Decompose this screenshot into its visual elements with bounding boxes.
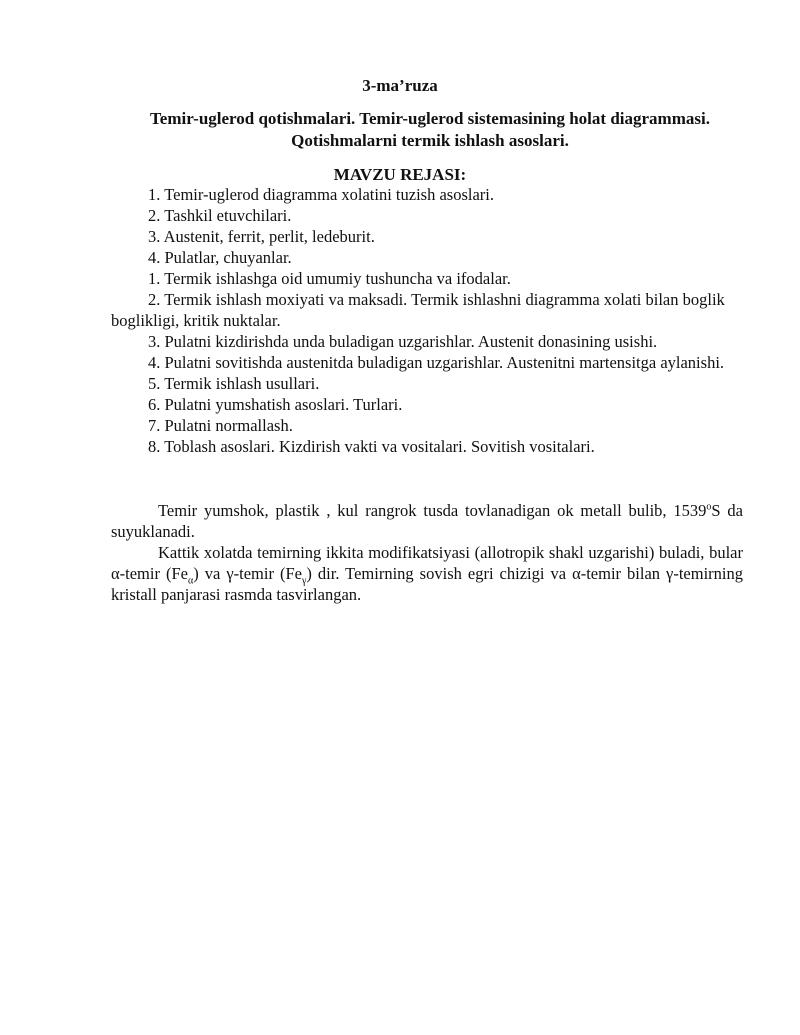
- plan-item: 8. Toblash asoslari. Kizdirish vakti va vositalari. Sovitish vositalari.: [148, 437, 595, 456]
- plan-item: 2. Tashkil etuvchilari.: [148, 206, 292, 225]
- paragraph-iron-properties: [111, 500, 743, 542]
- paragraph-1-text-after: S da suyuklanadi.: [111, 501, 743, 541]
- plan-item: 1. Temir-uglerod diagramma xolatini tuzish asoslari.: [148, 185, 495, 204]
- plan-heading: MAVZU REJASI:: [333, 165, 467, 184]
- plan-item: 4. Pulatlar, chuyanlar.: [148, 248, 292, 267]
- body-text: [111, 500, 743, 605]
- plan-item: 7. Pulatni normallash.: [148, 416, 293, 435]
- plan-item: 4. Pulatni sovitishda austenitda buladigan uzgarishlar. Austenitni martensitga aylanishi.: [148, 353, 725, 372]
- title-line-2: Qotishmalarni termik ishlash asoslari.: [291, 131, 569, 150]
- paragraph-iron-modifications: [111, 542, 743, 605]
- plan-item: 2. Termik ishlash moxiyati va maksadi. Termik ishlashni diagramma xolati bilan boglik boglikligi, kritik nuktalar.: [111, 290, 725, 330]
- plan-item: 6. Pulatni yumshatish asoslari. Turlari.: [148, 395, 403, 414]
- paragraph-1-text-before: Temir yumshok, plastik , kul rangrok tusda tovlanadigan ok metall bulib, 1539: [158, 501, 707, 520]
- plan-item: 5. Termik ishlash usullari.: [148, 374, 320, 393]
- plan-item: 3. Austenit, ferrit, perlit, ledeburit.: [148, 227, 375, 246]
- paragraph-2-part-1: Kattik xolatda temirning ikkita modifikatsiyasi (allotropik shakl uzgarishi) buladi, bular α-temir (Fe: [111, 543, 743, 583]
- degree-symbol: o: [706, 501, 712, 513]
- document-title: [110, 108, 750, 152]
- title-line-1: Temir-uglerod qotishmalari. Temir-uglerod sistemasining holat diagrammasi.: [150, 109, 710, 128]
- lecture-number: 3-ma’ruza: [362, 76, 438, 95]
- paragraph-2-part-2: ) va γ-temir (Fe: [193, 564, 302, 583]
- alpha-subscript: α: [187, 575, 194, 587]
- plan-item: 3. Pulatni kizdirishda unda buladigan uzgarishlar. Austenit donasining usishi.: [148, 332, 658, 351]
- gamma-subscript: γ: [301, 575, 307, 587]
- paragraph-2-part-3: ) dir. Temirning sovish egri chizigi va α-temir bilan γ-temirning kristall panjarasi rasmda tasvirlangan.: [111, 564, 743, 604]
- plan-list: [111, 184, 751, 457]
- plan-item: 1. Termik ishlashga oid umumiy tushuncha va ifodalar.: [148, 269, 511, 288]
